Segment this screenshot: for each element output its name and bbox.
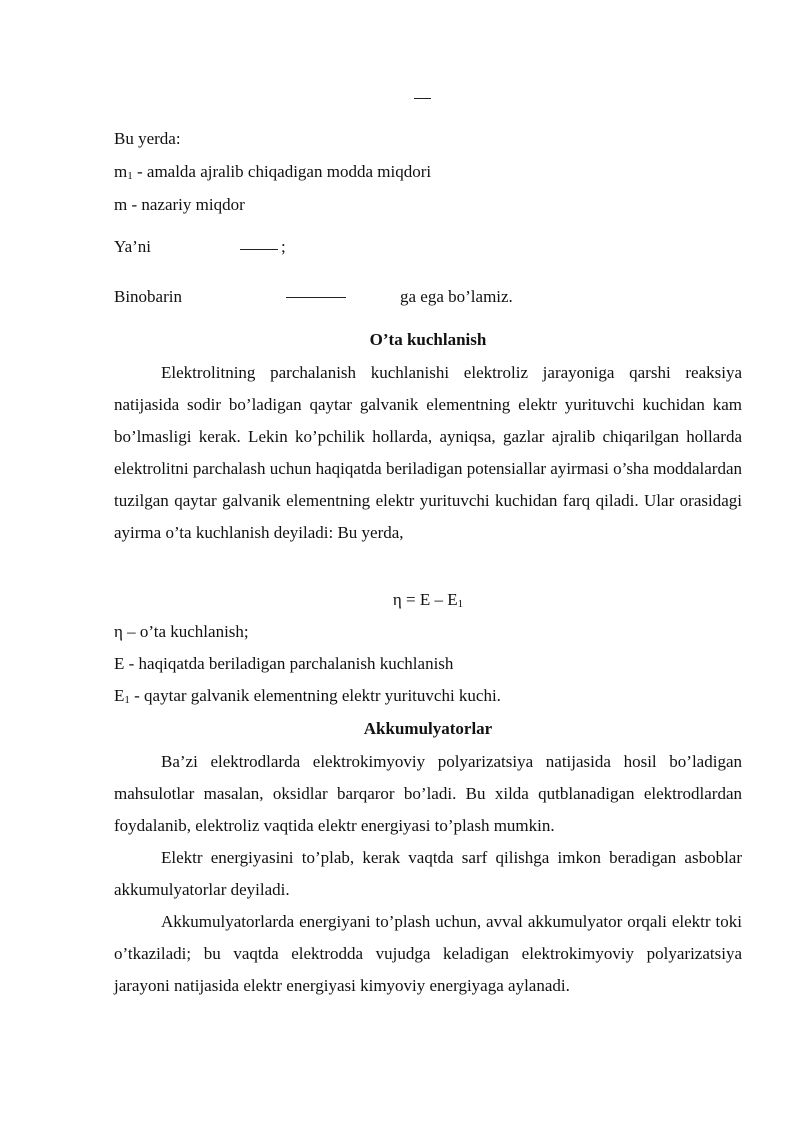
m-definition: m - nazariy miqdor — [114, 195, 245, 214]
section-title-ota-kuchlanish: O’ta kuchlanish — [369, 330, 487, 349]
e1-subscript: 1 — [124, 694, 130, 706]
paragraph-text: Elektr energiyasini to’plab, kerak vaqtda sarf qilishga imkon beradigan asboblar akkumulyatorlar deyiladi. — [114, 848, 742, 899]
formula-subscript: 1 — [457, 598, 464, 610]
yani-semicolon: ; — [281, 237, 286, 256]
m1-label: m — [114, 162, 128, 181]
paragraph-text: Ba’zi elektrodlarda elektrokimyoviy polyarizatsiya natijasida hosil bo’ladigan mahsulotlar masalan, oksidlar barqaror bo’ladi. Bu xilda qutblanadigan elektrodlardan foydalanib, elektroliz vaqtida elektr energiyasi to’plash mumkin. — [114, 752, 742, 835]
e1-definition — [114, 685, 501, 707]
formula-eta — [114, 589, 742, 611]
binobarin-fraction-bar — [286, 297, 346, 298]
yani-label: Ya’ni — [114, 237, 152, 256]
binobarin-label: Binobarin — [114, 287, 182, 306]
bu-yerda-line: Bu yerda: — [114, 129, 181, 148]
m1-definition — [114, 161, 431, 183]
e1-text: - qaytar galvanik elementning elektr yurituvchi kuchi. — [129, 686, 501, 705]
section-title-akkumulyatorlar: Akkumulyatorlar — [363, 719, 493, 738]
paragraph-akkumulyatorlar-1 — [114, 746, 742, 842]
e1-label: E — [114, 686, 125, 705]
paragraph-akkumulyatorlar-2 — [114, 842, 742, 906]
paragraph-text: Akkumulyatorlarda energiyani to’plash uchun, avval akkumulyator orqali elektr toki o’tkaziladi; bu vaqtda elektrodda vujudga keladigan elektrokimyoviy polyarizatsiya jarayoni natijasida elektr energiyasi kimyoviy energiyaga aylanadi. — [114, 912, 742, 995]
m1-text: - amalda ajralib chiqadigan modda miqdori — [132, 162, 432, 181]
paragraph-text: Elektrolitning parchalanish kuchlanishi elektroliz jarayoniga qarshi reaksiya natijasida sodir bo’ladigan qaytar galvanik elementning elektr yurituvchi kuchidan kam bo’lmasligi kerak. Lekin ko’pchilik hollarda, ayniqsa, gazlar ajralib chiqarilgan hollarda elektrolitni parchalash uchun haqiqatda beriladigan potensiallar ayirmasi o’sha moddalardan tuzilgan qaytar galvanik elementning elektr yurituvchi kuchidan farq qiladi. Ular orasidagi ayirma o’ta kuchlanish deyiladi: Bu yerda, — [114, 363, 742, 542]
m1-subscript: 1 — [127, 170, 133, 182]
paragraph-ota-kuchlanish — [114, 357, 742, 549]
paragraph-akkumulyatorlar-3 — [114, 906, 742, 1002]
formula-main: η = E – E — [392, 590, 458, 609]
yani-fraction-bar — [240, 249, 278, 250]
fraction-bar-top — [414, 98, 431, 99]
eta-definition: η – o’ta kuchlanish; — [114, 622, 249, 641]
e-definition: E - haqiqatda beriladigan parchalanish kuchlanish — [114, 654, 454, 673]
binobarin-tail: ga ega bo’lamiz. — [400, 287, 513, 306]
